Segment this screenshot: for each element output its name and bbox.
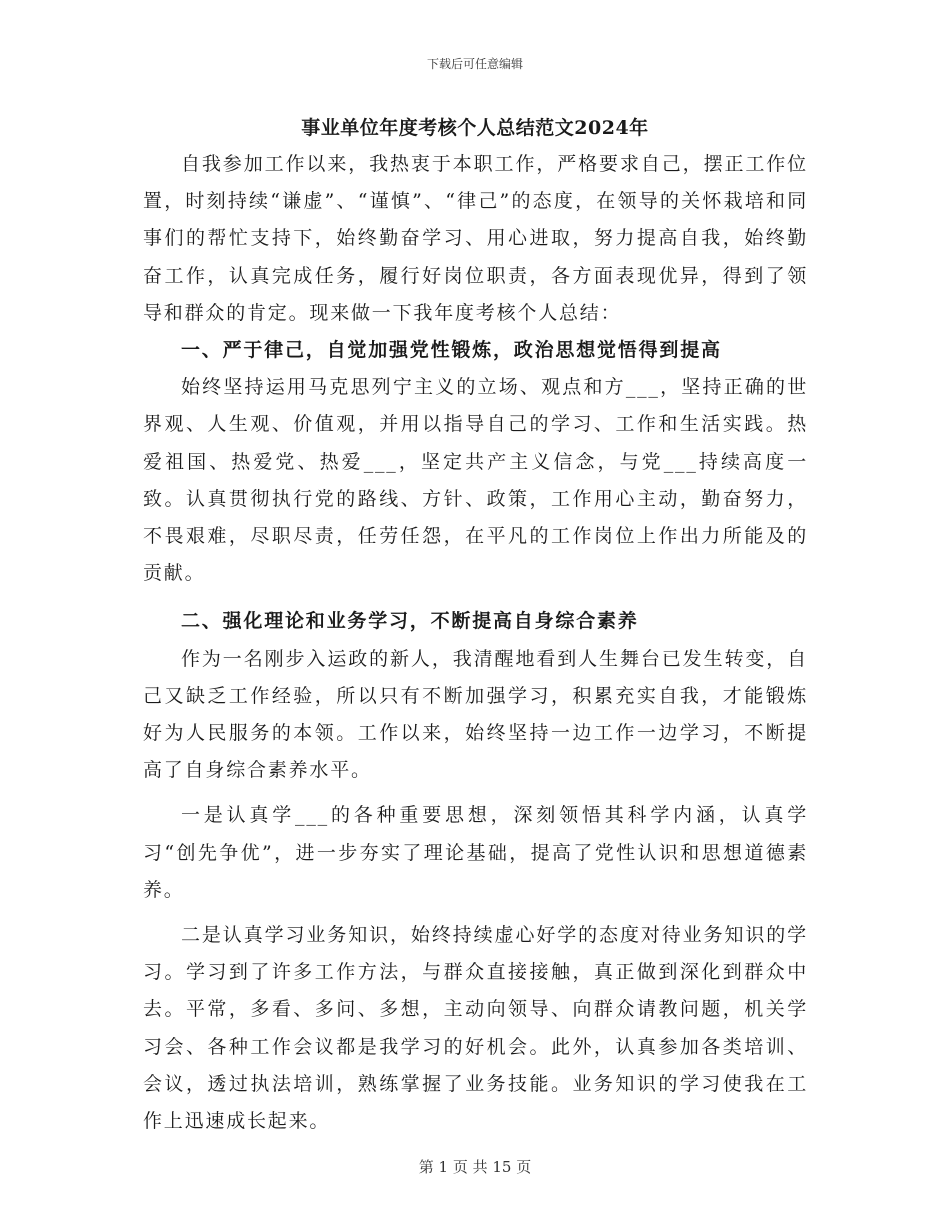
page-title: 事业单位年度考核个人总结范文2024年 xyxy=(301,117,649,139)
header-note: 下载后可任意编辑 xyxy=(426,57,523,71)
section-1-paragraph: 始终坚持运用马克思列宁主义的立场、观点和方___，坚持正确的世界观、人生观、价值观，并用以指导自己的学习、工作和生活实践。热爱祖国、热爱党、热爱___，坚定共产主义信念，与党___持续高度一致。认真贯彻执行党的路线、方针、政策，工作用心主动，勤奋努力，不畏艰难，尽职尽责，任劳任怨，在平凡的工作岗位上作出力所能及的贡献。 xyxy=(143,376,808,585)
point-one-paragraph: 一是认真学___的各种重要思想，深刻领悟其科学内涵，认真学习“创先争优”，进一步夯实了理论基础，提高了党性认识和思想道德素养。 xyxy=(143,804,808,901)
intro-paragraph: 自我参加工作以来，我热衷于本职工作，严格要求自己，摆正工作位置，时刻持续“谦虚”、“谨慎”、“律己”的态度，在领导的关怀栽培和同事们的帮忙支持下，始终勤奋学习、用心进取，努力提高自我，始终勤奋工作，认真完成任务，履行好岗位职责，各方面表现优异，得到了领导和群众的肯定。现来做一下我年度考核个人总结： xyxy=(143,153,808,324)
section-2-paragraph: 作为一名刚步入运政的新人，我清醒地看到人生舞台已发生转变，自己又缺乏工作经验，所以只有不断加强学习，积累充实自我，才能锻炼好为人民服务的本领。工作以来，始终坚持一边工作一边学习，不断提高了自身综合素养水平。 xyxy=(143,647,808,782)
document-body xyxy=(143,146,808,1140)
section-heading-2: 二、强化理论和业务学习，不断提高自身综合素养 xyxy=(181,610,639,633)
point-two-paragraph: 二是认真学习业务知识，始终持续虚心好学的态度对待业务知识的学习。学习到了许多工作方法，与群众直接接触，真正做到深化到群众中去。平常，多看、多问、多想，主动向领导、向群众请教问题，机关学习会、各种工作会议都是我学习的好机会。此外，认真参加各类培训、会议，透过执法培训，熟练掌握了业务技能。业务知识的学习使我在工作上迅速成长起来。 xyxy=(143,924,808,1133)
section-heading-1: 一、严于律己，自觉加强党性锻炼，政治思想觉悟得到提高 xyxy=(181,339,722,362)
page-number-footer: 第 1 页 共 15 页 xyxy=(418,1158,532,1176)
